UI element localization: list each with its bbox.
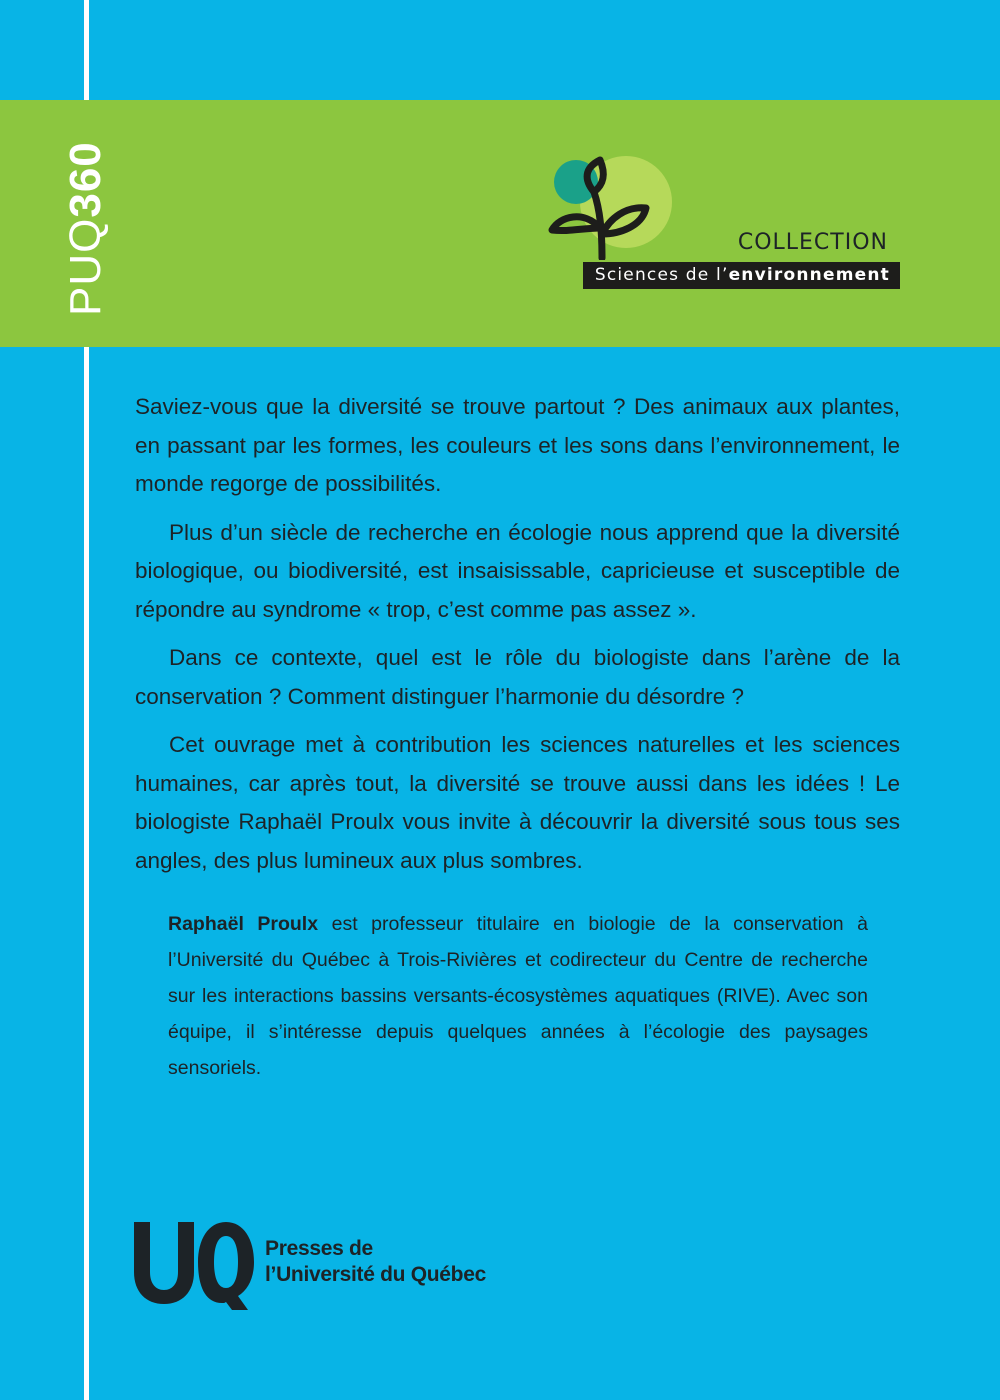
- brand-vertical-logo: [62, 133, 110, 324]
- author-name: Raphaël Proulx: [168, 913, 319, 935]
- publisher-logo-icon: [134, 1222, 254, 1312]
- back-cover-text: [135, 388, 900, 890]
- author-bio-text: est professeur titulaire en biologie de la conservation à l’Université du Québec à Trois-Rivières et codirecteur du Centre de recherche sur les interactions bassins versants-écosystèmes aquatiques (RIVE). Avec son équipe, il s’intéresse depuis quelques années à l’écologie des paysages sensoriels.: [168, 913, 868, 1079]
- publisher-line-1: Presses de: [265, 1237, 373, 1260]
- series-prefix: Sciences de l’: [594, 265, 729, 285]
- collection-series-bar: [583, 262, 900, 289]
- seedling-icon: [540, 150, 690, 260]
- paragraph-3: Dans ce contexte, quel est le rôle du biologiste dans l’arène de la conservation ? Comment distinguer l’harmonie du désordre ?: [135, 645, 900, 709]
- publisher-line-2: l’Université du Québec: [265, 1263, 486, 1286]
- paragraph-2: Plus d’un siècle de recherche en écologie nous apprend que la diversité biologique, ou biodiversité, est insaisissable, capricieuse et susceptible de répondre au syndrome « trop, c’est comme pas assez ».: [135, 519, 900, 622]
- author-bio: [168, 906, 868, 1086]
- brand-prefix: PUQ: [61, 217, 110, 316]
- paragraph-4: Cet ouvrage met à contribution les sciences naturelles et les sciences humaines, car après tout, la diversité se trouve aussi dans les idées ! Le biologiste Raphaël Proulx vous invite à découvrir la diversité sous tous ses angles, des plus lumineux aux plus sombres.: [135, 732, 900, 873]
- collection-band: [0, 100, 1000, 347]
- series-bold: environnement: [728, 265, 890, 285]
- paragraph-1: Saviez-vous que la diversité se trouve partout ? Des animaux aux plantes, en passant par les formes, les couleurs et les sons dans l’environnement, le monde regorge de possibilités.: [135, 394, 900, 496]
- brand-number: 360: [61, 141, 110, 218]
- collection-label: COLLECTION: [737, 230, 888, 255]
- publisher-name: [265, 1236, 486, 1288]
